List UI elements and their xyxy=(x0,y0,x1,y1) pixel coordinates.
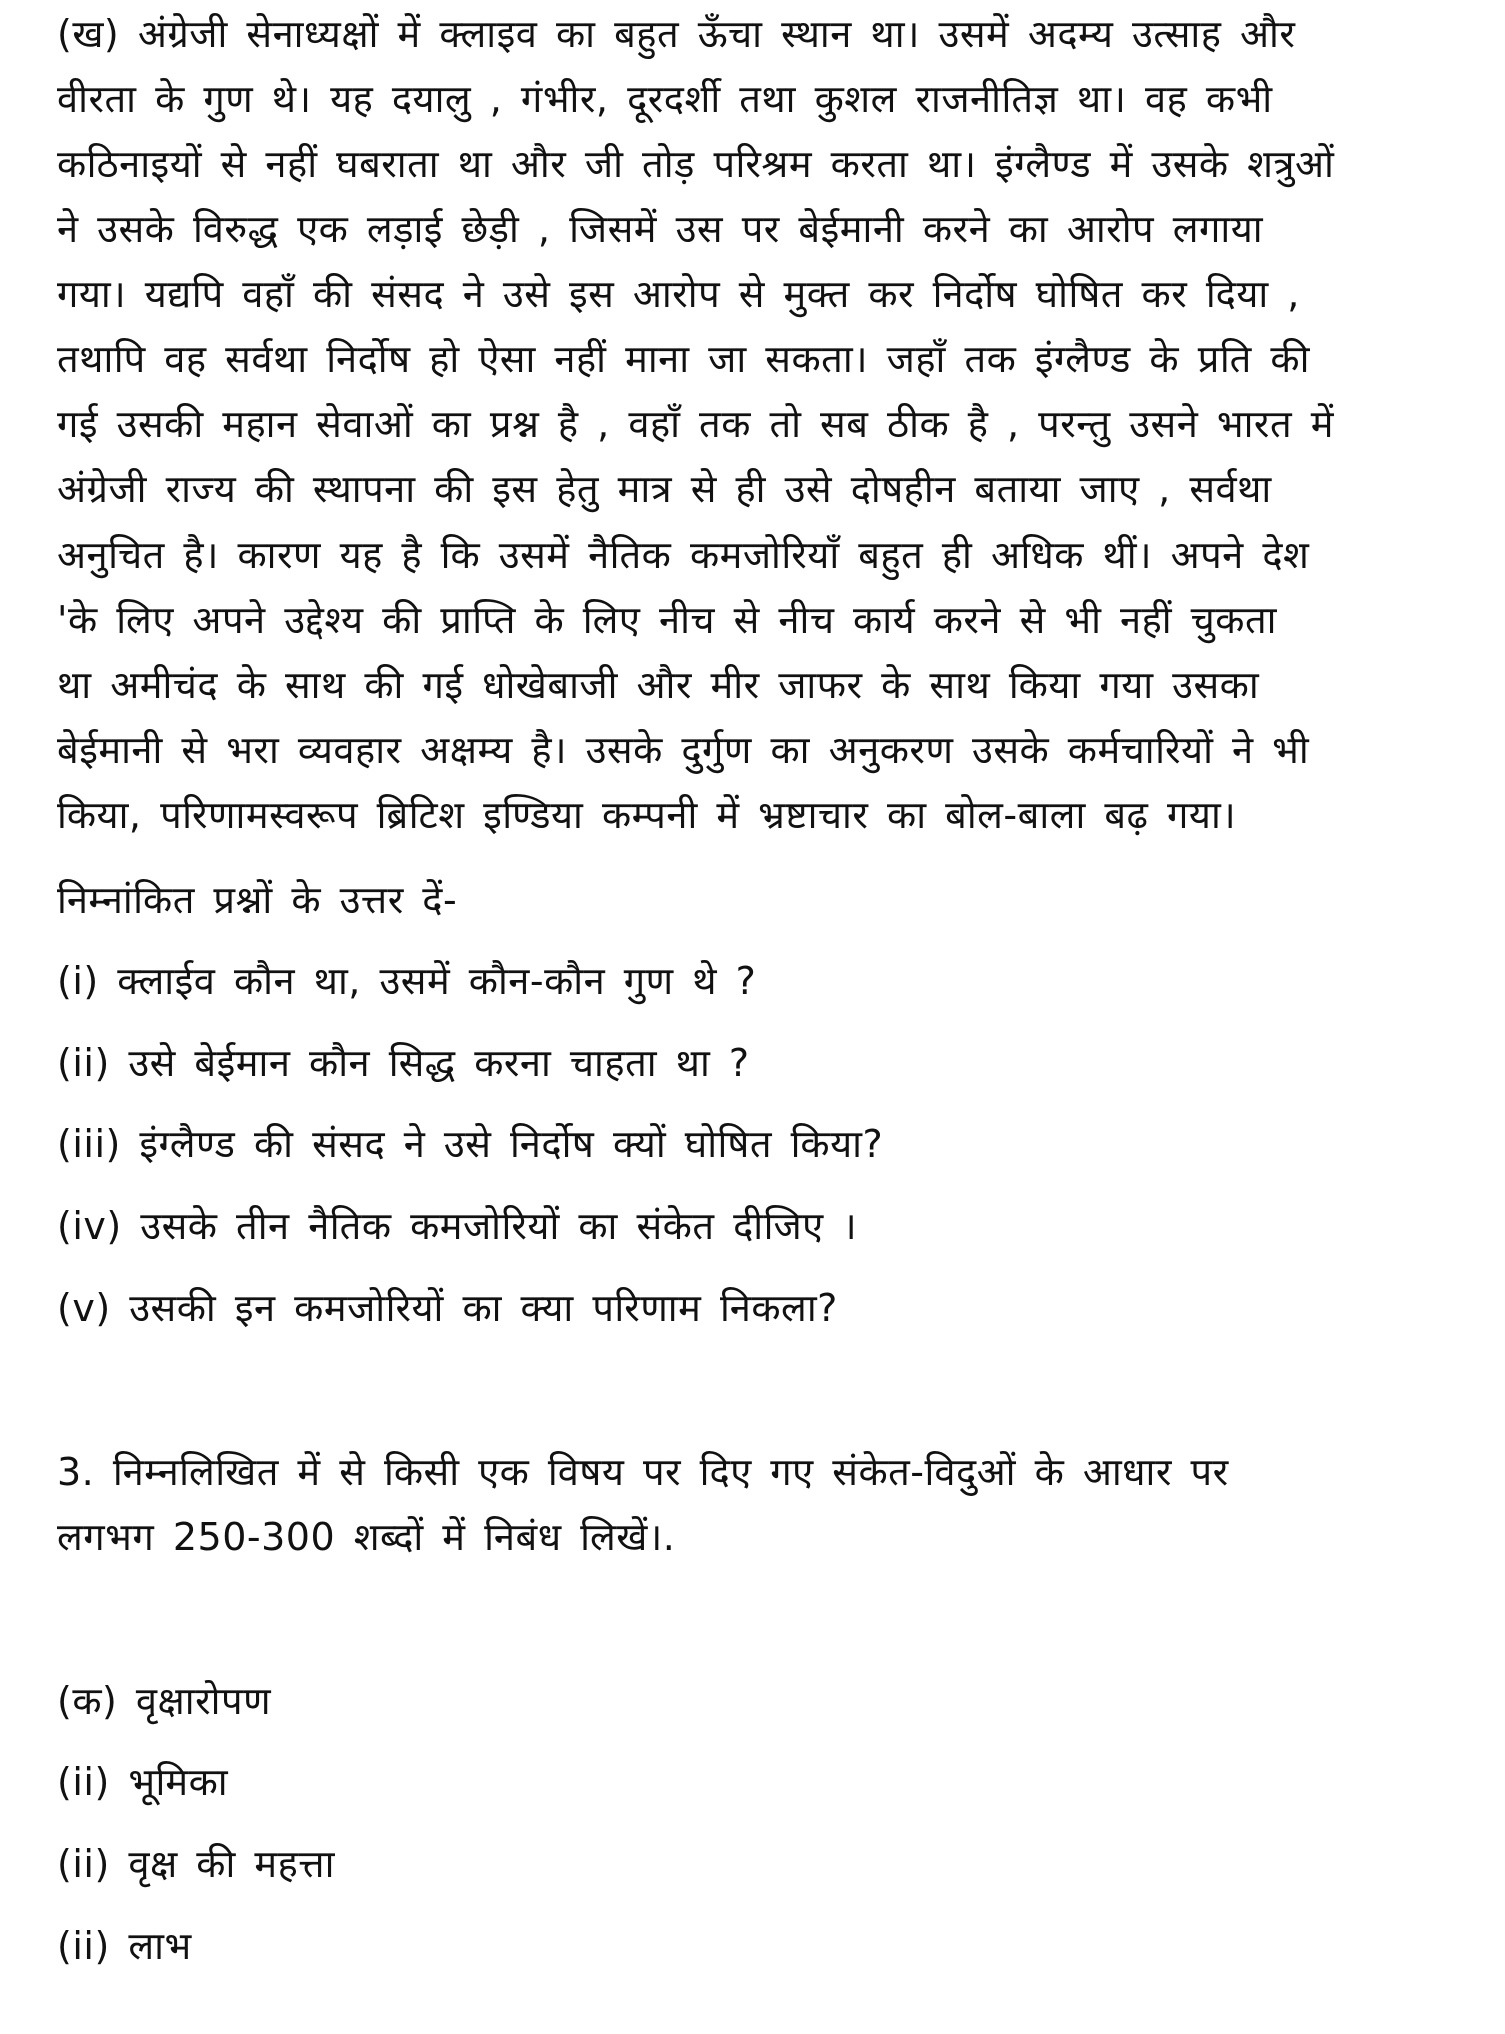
passage-line: ने उसके विरुद्ध एक लड़ाई छेड़ी , जिसमें उस पर बेईमानी करने का आरोप लगाया xyxy=(57,207,1264,251)
instruction: निम्नांकित प्रश्नों के उत्तर दें- xyxy=(57,878,458,922)
passage-line: गई उसकी महान सेवाओं का प्रश्न है , वहाँ तक तो सब ठीक है , परन्तु उसने भारत में xyxy=(57,402,1334,446)
question-3-line: लगभग 250-300 शब्दों में निबंध लिखें।. xyxy=(57,1515,676,1559)
question-item: (ii) उसे बेईमान कौन सिद्ध करना चाहता था ? xyxy=(57,1041,750,1085)
essay-point: (ii) लाभ xyxy=(57,1924,192,1968)
passage-line: (ख) अंग्रेजी सेनाध्यक्षों में क्लाइव का बहुत ऊँचा स्थान था। उसमें अदम्य उत्साह और xyxy=(57,12,1296,56)
passage-line: किया, परिणामस्वरूप ब्रिटिश इण्डिया कम्पनी में भ्रष्टाचार का बोल-बाला बढ़ गया। xyxy=(57,793,1237,837)
essay-topic-title: (क) वृक्षारोपण xyxy=(57,1679,272,1723)
passage-line: तथापि वह सर्वथा निर्दोष हो ऐसा नहीं माना जा सकता। जहाँ तक इंग्लैण्ड के प्रति की xyxy=(57,337,1310,381)
passage-line: था अमीचंद के साथ की गई धोखेबाजी और मीर जाफर के साथ किया गया उसका xyxy=(57,663,1260,707)
passage-line: गया। यद्यपि वहाँ की संसद ने उसे इस आरोप से मुक्त कर निर्दोष घोषित कर दिया , xyxy=(57,272,1300,316)
question-item: (iv) उसके तीन नैतिक कमजोरियों का संकेत दीजिए । xyxy=(57,1204,858,1248)
essay-point: (ii) भूमिका xyxy=(57,1760,229,1804)
question-item: (v) उसकी इन कमजोरियों का क्या परिणाम निकला? xyxy=(57,1286,838,1330)
essay-point: (ii) वृक्ष की महत्ता xyxy=(57,1842,335,1886)
passage-line: कठिनाइयों से नहीं घबराता था और जी तोड़ परिश्रम करता था। इंग्लैण्ड में उसके शत्रुओं xyxy=(57,142,1335,186)
passage-line: वीरता के गुण थे। यह दयालु , गंभीर, दूरदर्शी तथा कुशल राजनीतिज्ञ था। वह कभी xyxy=(57,77,1273,121)
passage-line: बेईमानी से भरा व्यवहार अक्षम्य है। उसके दुर्गुण का अनुकरण उसके कर्मचारियों ने भी xyxy=(57,728,1310,772)
question-item: (iii) इंग्लैण्ड की संसद ने उसे निर्दोष क्यों घोषित किया? xyxy=(57,1122,884,1166)
passage-line: अनुचित है। कारण यह है कि उसमें नैतिक कमजोरियाँ बहुत ही अधिक थीं। अपने देश xyxy=(57,533,1310,577)
passage-line: अंग्रेजी राज्य की स्थापना की इस हेतु मात्र से ही उसे दोषहीन बताया जाए , सर्वथा xyxy=(57,467,1272,511)
question-3-line: 3. निम्नलिखित में से किसी एक विषय पर दिए गए संकेत-विदुओं के आधार पर xyxy=(57,1450,1229,1494)
passage-line: 'के लिए अपने उद्देश्य की प्राप्ति के लिए नीच से नीच कार्य करने से भी नहीं चुकता xyxy=(57,598,1277,642)
question-item: (i) क्लाईव कौन था, उसमें कौन-कौन गुण थे ? xyxy=(57,959,757,1003)
